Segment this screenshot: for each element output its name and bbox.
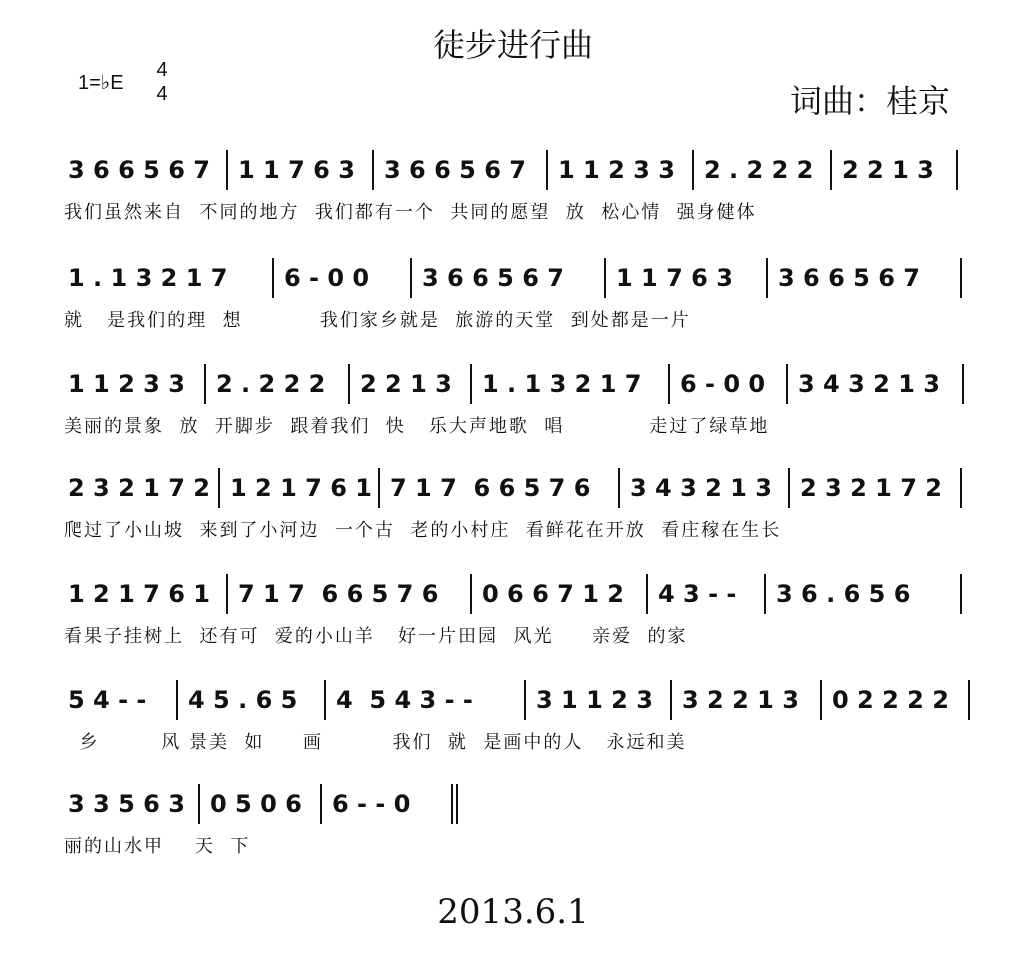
- lyric-line: 美丽的景象 放 开脚步 跟着我们 快 乐大声地歌 唱 走过了绿草地: [64, 416, 770, 437]
- notation-row: [64, 258, 962, 302]
- score-system-1: [0, 150, 1026, 230]
- score-system-7: [0, 784, 1026, 864]
- measure-notes: 3 4 3 2 1 3: [798, 370, 940, 398]
- time-signature-top: 4: [156, 59, 168, 81]
- measure-notes: 0 2 2 2 2: [832, 686, 949, 714]
- measure-notes: 3 1 1 2 3: [536, 686, 653, 714]
- notation-row: [64, 150, 958, 194]
- time-signature-bottom: 4: [156, 83, 168, 105]
- measure: [620, 468, 790, 508]
- notation-row: [64, 784, 458, 828]
- measure-notes: 1 . 1 3 2 1 7: [68, 264, 228, 292]
- measure-notes: 7 1 7 6 6 5 7 6: [238, 580, 439, 608]
- measure-notes: 6 - 0 0: [680, 370, 766, 398]
- measure-notes: 3 6 6 5 6 7: [68, 156, 210, 184]
- measure-notes: 3 6 . 6 5 6: [776, 580, 911, 608]
- measure-notes: 1 2 1 7 6 1: [230, 474, 372, 502]
- notation-row: [64, 680, 970, 724]
- measure: [694, 150, 832, 190]
- measure-notes: 1 1 7 6 3: [238, 156, 355, 184]
- measure: [274, 258, 412, 298]
- measure: [64, 258, 274, 298]
- measure: [832, 150, 958, 190]
- measure-notes: 2 . 2 2 2: [704, 156, 814, 184]
- measure-notes: 2 2 1 3: [842, 156, 934, 184]
- measure-notes: 7 1 7 6 6 5 7 6: [390, 474, 591, 502]
- measure: [64, 150, 228, 190]
- composer-credit: 词曲：桂京: [790, 82, 951, 120]
- measure: [790, 468, 962, 508]
- measure-notes: 4 5 4 3 - -: [336, 686, 473, 714]
- measure-notes: 4 5 . 6 5: [188, 686, 298, 714]
- measure: [822, 680, 970, 720]
- measure-notes: 0 5 0 6: [210, 790, 302, 818]
- measure: [526, 680, 672, 720]
- song-title: 徒步进行曲: [432, 26, 593, 64]
- measure: [768, 258, 962, 298]
- measure-notes: 1 . 1 3 2 1 7: [482, 370, 642, 398]
- measure: [228, 574, 472, 614]
- score-system-4: [0, 468, 1026, 548]
- measure: [374, 150, 548, 190]
- measure: [606, 258, 768, 298]
- measure-notes: 3 4 3 2 1 3: [630, 474, 772, 502]
- measure: [326, 680, 526, 720]
- measure: [64, 468, 220, 508]
- measure-notes: 6 - - 0: [332, 790, 411, 818]
- measure: [178, 680, 326, 720]
- measure-notes: 1 1 7 6 3: [616, 264, 733, 292]
- measure: [350, 364, 472, 404]
- measure: [766, 574, 962, 614]
- measure-notes: 2 2 1 3: [360, 370, 452, 398]
- measure-notes: 3 6 6 5 6 7: [778, 264, 920, 292]
- measure: [220, 468, 380, 508]
- score-system-5: [0, 574, 1026, 654]
- measure: [64, 680, 178, 720]
- lyric-line: 乡 风 景美 如 画 我们 就 是画中的人 永远和美: [64, 732, 687, 753]
- lyric-line: 就 是我们的理 想 我们家乡就是 旅游的天堂 到处都是一片: [64, 310, 691, 331]
- lyric-line: 丽的山水甲 天 下: [64, 836, 251, 857]
- score-system-6: [0, 680, 1026, 760]
- measure: [228, 150, 374, 190]
- notation-row: [64, 364, 964, 408]
- measure-notes: 1 1 2 3 3: [68, 370, 185, 398]
- measure-notes: 3 6 6 5 6 7: [384, 156, 526, 184]
- measure: [472, 574, 648, 614]
- measure-notes: 3 6 6 5 6 7: [422, 264, 564, 292]
- score-system-2: [0, 258, 1026, 338]
- measure-notes: 3 3 5 6 3: [68, 790, 185, 818]
- measure-notes: 4 3 - -: [658, 580, 737, 608]
- measure: [380, 468, 620, 508]
- measure-notes: 1 2 1 7 6 1: [68, 580, 210, 608]
- measure-notes: 2 3 2 1 7 2: [800, 474, 942, 502]
- measure-notes: 5 4 - -: [68, 686, 147, 714]
- notation-row: [64, 574, 962, 618]
- measure: [648, 574, 766, 614]
- time-signature: [150, 58, 174, 106]
- date: 2013.6.1: [437, 892, 589, 932]
- score-system-3: [0, 364, 1026, 444]
- measure-notes: 3 2 2 1 3: [682, 686, 799, 714]
- lyric-line: 看果子挂树上 还有可 爱的小山羊 好一片田园 风光 亲爱 的家: [64, 626, 688, 647]
- measure: [472, 364, 670, 404]
- measure: [64, 784, 200, 824]
- measure: [788, 364, 964, 404]
- measure-final: [322, 784, 458, 824]
- key-signature: 1=♭E: [78, 72, 124, 94]
- notation-row: [64, 468, 962, 512]
- lyric-line: 爬过了小山坡 来到了小河边 一个古 老的小村庄 看鲜花在开放 看庄稼在生长: [64, 520, 782, 541]
- measure-notes: 2 3 2 1 7 2: [68, 474, 210, 502]
- measure: [64, 574, 228, 614]
- measure: [200, 784, 322, 824]
- measure: [206, 364, 350, 404]
- measure-notes: 2 . 2 2 2: [216, 370, 326, 398]
- measure-notes: 1 1 2 3 3: [558, 156, 675, 184]
- measure: [64, 364, 206, 404]
- measure: [670, 364, 788, 404]
- lyric-line: 我们虽然来自 不同的地方 我们都有一个 共同的愿望 放 松心情 强身健体: [64, 202, 757, 223]
- measure-notes: 0 6 6 7 1 2: [482, 580, 624, 608]
- measure: [548, 150, 694, 190]
- measure-notes: 6 - 0 0: [284, 264, 370, 292]
- measure: [672, 680, 822, 720]
- measure: [412, 258, 606, 298]
